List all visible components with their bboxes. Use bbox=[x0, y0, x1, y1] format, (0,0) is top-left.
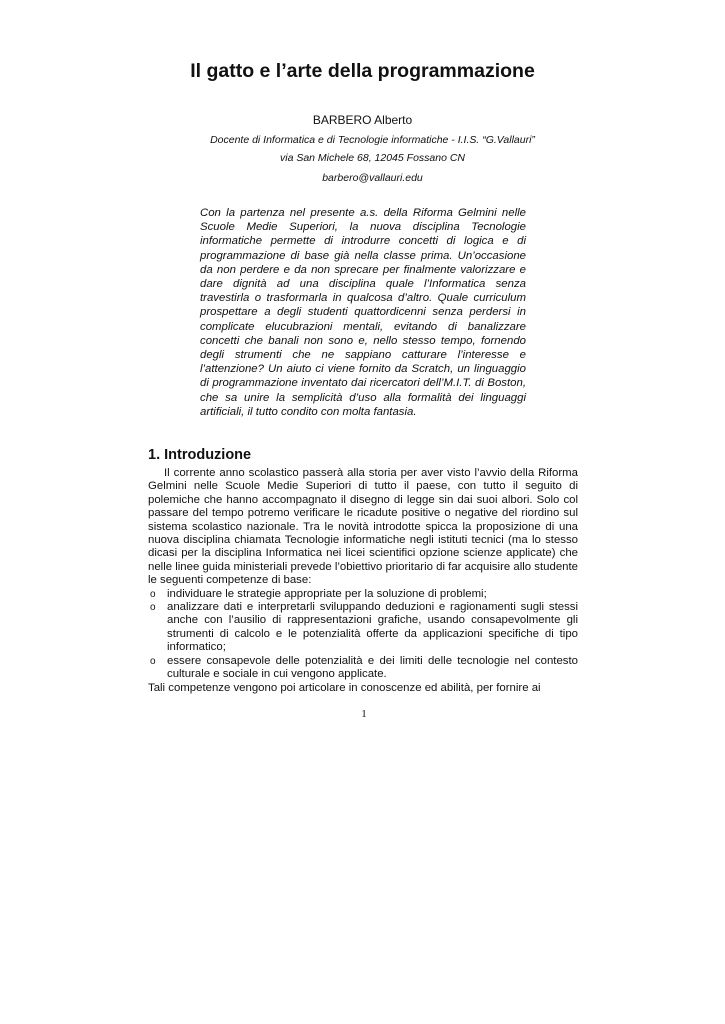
closing-line: Tali competenze vengono poi articolare in conoscenze ed abilità, per fornire ai bbox=[148, 681, 541, 694]
list-item bbox=[148, 588, 578, 601]
list-item-text: essere consapevole delle potenzialità e dei limiti delle tecnologie nel contesto culturale e sociale in cui vengono applicate. bbox=[167, 654, 578, 681]
competence-list bbox=[148, 588, 578, 682]
abstract-text: Con la partenza nel presente a.s. della Riforma Gelmini nelle Scuole Medie Superiori, la nuova disciplina Tecnologie informatiche permette di introdurre concetti di logica e di programmazione di base già nella classe prima. Un’occasione da non perdere e da non sprecare per finalmente valorizzare e dare dignità ad una disciplina quale l’Informatica senza travestirla o trasformarla in qualcosa d’altro. Quale curriculum prospettare a degli studenti quattordicenni senza perdersi in complicate elucubrazioni mentali, evitando di banalizzare concetti che banali non sono e, nello stesso tempo, fornendo degli strumenti che ne sappiano catturare l’interesse e l’attenzione? Un aiuto ci viene fornito da Scratch, un linguaggio di programmazione inventato dai ricercatori dell’M.I.T. di Boston, che sa unire la semplicità d’uso alla formalità dei linguaggi artificiali, il tutto condito con molta fantasia. bbox=[200, 207, 526, 418]
author-email: barbero@vallauri.edu bbox=[322, 172, 423, 184]
author-name: BARBERO Alberto bbox=[312, 113, 413, 127]
intro-paragraph: Il corrente anno scolastico passerà alla storia per aver visto l’avvio della Riforma Gelmini nelle Scuole Medie Superiori di tutto il paese, con tutto il seguito di polemiche che hanno accompagnato il disegno di legge sin dai suoi albori. Solo col passare del tempo potremo verificare le ricadute positive o negative del riordino sul sistema scolastico nazionale. Tra le novità introdotte spicca la proposizione di una nuova disciplina chiamata Tecnologie informatiche negli istituti tecnici (ma lo stesso dicasi per la disciplina Informatica nei licei scientifici opzione scienze applicate) che nelle linee guida ministeriali prevede l’obiettivo prioritario di far acquisire allo studente le seguenti competenze di base: bbox=[148, 467, 578, 587]
abstract bbox=[200, 206, 526, 419]
author-address: via San Michele 68, 12045 Fossano CN bbox=[279, 152, 466, 164]
section-heading: 1. Introduzione bbox=[148, 447, 252, 463]
page-number: 1 bbox=[361, 708, 367, 720]
bullet-circle-icon: o bbox=[150, 655, 156, 667]
bullet-circle-icon: o bbox=[150, 602, 156, 614]
list-item bbox=[148, 601, 578, 655]
author-affiliation: Docente di Informatica e di Tecnologie informatiche - I.I.S. “G.Vallauri” bbox=[210, 134, 535, 146]
body-text bbox=[148, 467, 578, 695]
list-item-text: individuare le strategie appropriate per la soluzione di problemi; bbox=[167, 587, 487, 600]
paper-title: Il gatto e l’arte della programmazione bbox=[190, 60, 535, 82]
list-item-text: analizzare dati e interpretarli sviluppando deduzioni e ragionamenti sugli stessi anche con l’ausilio di rappresentazioni grafiche, usando consapevolmente gli strumenti di calcolo e le potenzialità offerte da applicazioni specifiche di tipo informatico; bbox=[167, 601, 578, 654]
bullet-circle-icon: o bbox=[150, 588, 156, 600]
list-item bbox=[148, 655, 578, 682]
